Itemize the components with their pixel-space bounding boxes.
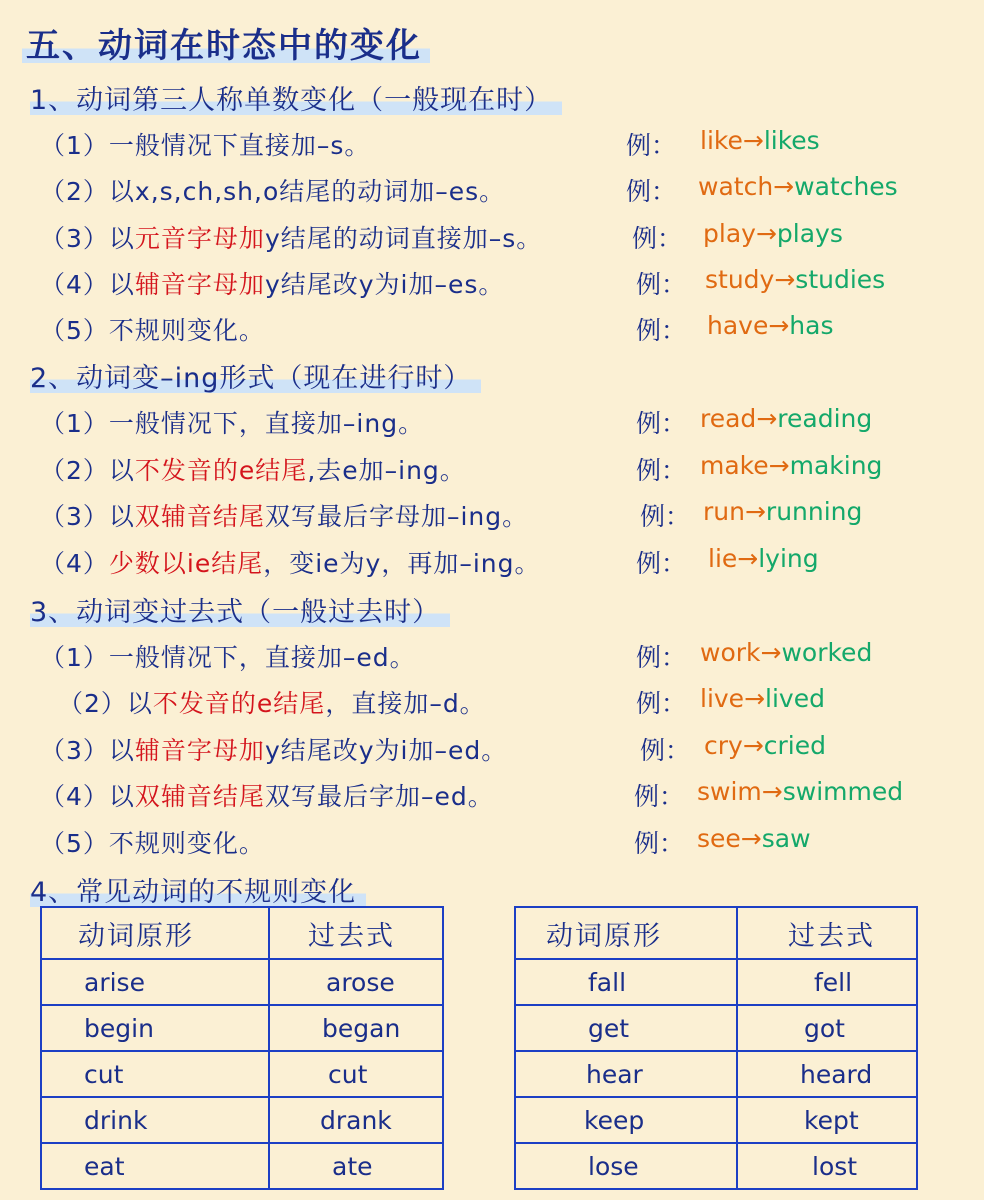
example-label: 例： bbox=[640, 502, 691, 531]
table-cell: lose bbox=[515, 1143, 737, 1189]
example-label: 例： bbox=[636, 689, 687, 718]
example-1-4: study→studies bbox=[705, 265, 886, 294]
example-2-1: read→reading bbox=[700, 404, 873, 433]
example-label: 例： bbox=[634, 829, 685, 858]
table-cell: ate bbox=[269, 1143, 443, 1189]
example-1-3: play→plays bbox=[703, 219, 843, 248]
example-label: 例： bbox=[632, 224, 683, 253]
table-row bbox=[41, 1005, 443, 1051]
rule-2-1: （1）一般情况下，直接加–ing。 bbox=[40, 409, 425, 438]
table-cell: arose bbox=[269, 959, 443, 1005]
section-heading-past-tense: 3、动词变过去式（一般过去时） bbox=[30, 590, 450, 629]
example-label: 例： bbox=[636, 456, 687, 485]
example-label: 例： bbox=[634, 782, 685, 811]
example-label: 例： bbox=[626, 177, 677, 206]
example-label: 例： bbox=[636, 316, 687, 345]
rule-1-4: （4）以辅音字母加y结尾改y为i加–es。 bbox=[40, 270, 505, 299]
rule-1-2: （2）以x,s,ch,sh,o结尾的动词加–es。 bbox=[40, 177, 506, 206]
section-heading-irregular-verbs: 4、常见动词的不规则变化 bbox=[30, 870, 366, 909]
rule-3-1: （1）一般情况下，直接加–ed。 bbox=[40, 643, 416, 672]
example-2-2: make→making bbox=[700, 451, 883, 480]
rule-2-3: （3）以双辅音结尾双写最后字母加–ing。 bbox=[40, 502, 529, 531]
example-1-1: like→likes bbox=[700, 126, 820, 155]
example-3-2: live→lived bbox=[700, 684, 825, 713]
example-label: 例： bbox=[626, 131, 677, 160]
table-cell: cut bbox=[41, 1051, 269, 1097]
example-3-1: work→worked bbox=[700, 638, 873, 667]
table-header-base-form: 动词原形 bbox=[41, 907, 269, 959]
table-cell: heard bbox=[737, 1051, 917, 1097]
table-row bbox=[515, 1005, 917, 1051]
table-cell: hear bbox=[515, 1051, 737, 1097]
table-row bbox=[515, 1051, 917, 1097]
table-header-base-form: 动词原形 bbox=[515, 907, 737, 959]
table-cell: began bbox=[269, 1005, 443, 1051]
table-cell: drank bbox=[269, 1097, 443, 1143]
table-row bbox=[41, 1143, 443, 1189]
rule-1-1: （1）一般情况下直接加–s。 bbox=[40, 131, 371, 160]
example-3-4: swim→swimmed bbox=[697, 777, 904, 806]
example-2-3: run→running bbox=[703, 497, 863, 526]
table-row bbox=[41, 959, 443, 1005]
irregular-verb-table-left bbox=[40, 906, 444, 1190]
section-heading-ing-form: 2、动词变–ing形式（现在进行时） bbox=[30, 356, 481, 395]
table-header-past-tense: 过去式 bbox=[737, 907, 917, 959]
section-heading-third-person: 1、动词第三人称单数变化（一般现在时） bbox=[30, 78, 562, 117]
table-cell: keep bbox=[515, 1097, 737, 1143]
table-cell: cut bbox=[269, 1051, 443, 1097]
rule-3-4: （4）以双辅音结尾双写最后字加–ed。 bbox=[40, 782, 494, 811]
example-label: 例： bbox=[636, 409, 687, 438]
rule-1-3: （3）以元音字母加y结尾的动词直接加–s。 bbox=[40, 224, 543, 253]
table-cell: begin bbox=[41, 1005, 269, 1051]
page-title: 五、动词在时态中的变化 bbox=[22, 18, 430, 67]
example-label: 例： bbox=[636, 270, 687, 299]
example-1-2: watch→watches bbox=[698, 172, 898, 201]
example-label: 例： bbox=[636, 549, 687, 578]
rule-3-3: （3）以辅音字母加y结尾改y为i加–ed。 bbox=[40, 736, 508, 765]
rule-2-2: （2）以不发音的e结尾,去e加–ing。 bbox=[40, 456, 466, 485]
example-3-3: cry→cried bbox=[704, 731, 827, 760]
table-row bbox=[515, 1143, 917, 1189]
rule-3-2: （2）以不发音的e结尾，直接加–d。 bbox=[58, 689, 486, 718]
example-label: 例： bbox=[640, 736, 691, 765]
example-label: 例： bbox=[636, 643, 687, 672]
table-cell: fall bbox=[515, 959, 737, 1005]
table-row bbox=[41, 1097, 443, 1143]
rule-1-5: （5）不规则变化。 bbox=[40, 316, 265, 345]
table-cell: arise bbox=[41, 959, 269, 1005]
table-row bbox=[515, 959, 917, 1005]
example-3-5: see→saw bbox=[697, 824, 811, 853]
table-row bbox=[41, 1051, 443, 1097]
rule-3-5: （5）不规则变化。 bbox=[40, 829, 265, 858]
table-cell: got bbox=[737, 1005, 917, 1051]
table-header-past-tense: 过去式 bbox=[269, 907, 443, 959]
table-row bbox=[515, 1097, 917, 1143]
example-2-4: lie→lying bbox=[708, 544, 819, 573]
rule-2-4: （4）少数以ie结尾，变ie为y，再加–ing。 bbox=[40, 549, 541, 578]
example-1-5: have→has bbox=[707, 311, 834, 340]
table-cell: fell bbox=[737, 959, 917, 1005]
irregular-verb-table-right bbox=[514, 906, 918, 1190]
table-cell: eat bbox=[41, 1143, 269, 1189]
table-cell: kept bbox=[737, 1097, 917, 1143]
table-cell: get bbox=[515, 1005, 737, 1051]
table-cell: lost bbox=[737, 1143, 917, 1189]
table-cell: drink bbox=[41, 1097, 269, 1143]
